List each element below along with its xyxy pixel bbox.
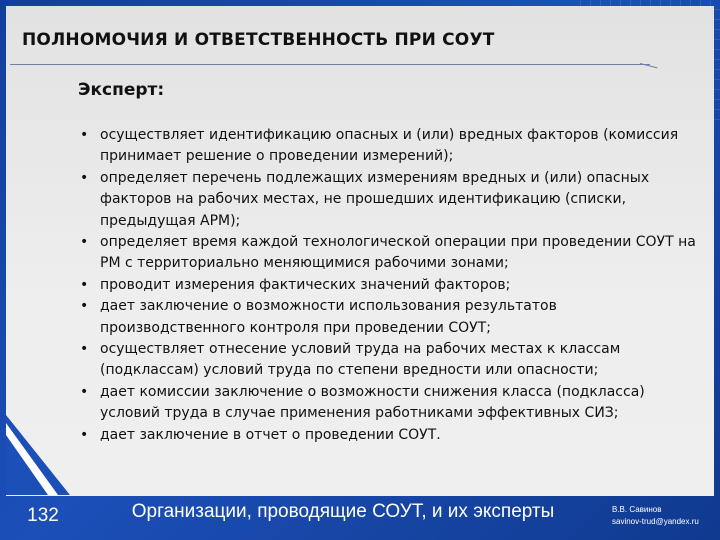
list-item-text: осуществляет отнесение условий труда на рабочих местах к классам (подклассам) условий труда по степени вредности или опасности; (100, 341, 621, 379)
author-info (612, 504, 716, 528)
list-item (78, 339, 698, 382)
list-item (78, 232, 698, 275)
bullet-marker: • (80, 276, 89, 293)
bullet-marker: • (80, 169, 89, 186)
section-heading: Эксперт: (78, 80, 165, 100)
title-underline (10, 64, 650, 65)
slide-title: ПОЛНОМОЧИЯ И ОТВЕТСТВЕННОСТЬ ПРИ СОУТ (22, 30, 495, 50)
list-item (78, 168, 698, 232)
list-item (78, 425, 698, 446)
list-item-text: дает комиссии заключение о возможности снижения класса (подкласса) условий труда в случае применения работниками эффективных СИЗ; (100, 383, 645, 422)
footer-title: Организации, проводящие СОУТ, и их эксперты (131, 501, 555, 522)
page-number: 132 (27, 505, 59, 526)
list-item-text: осуществляет идентификацию опасных и (или) вредных факторов (комиссия принимает решение о проведении измерений); (100, 127, 679, 165)
bullet-marker: • (80, 298, 89, 315)
bullet-marker: • (80, 383, 89, 400)
bullet-list (78, 125, 698, 446)
bullet-marker: • (80, 341, 89, 358)
author-email: savinov-trud@yandex.ru (612, 517, 699, 526)
bullet-marker: • (80, 127, 89, 143)
author-name: В.В. Савинов (612, 505, 662, 514)
list-item-text: дает заключение о возможности использования результатов производственного контроля при проведении СОУТ; (100, 298, 557, 336)
list-item-text: определяет перечень подлежащих измерениям вредных и (или) опасных факторов на рабочих местах, не прошедших идентификацию (списки, предыдущая АРМ); (100, 169, 650, 229)
bullet-marker: • (80, 234, 89, 251)
list-item-text: определяет время каждой технологической операции при проведении СОУТ на РМ с территориально меняющимися рабочими зонами; (100, 234, 696, 272)
list-item (78, 382, 698, 425)
list-item (78, 275, 698, 296)
bullet-marker: • (80, 426, 89, 443)
list-item-text: дает заключение в отчет о проведении СОУТ. (100, 426, 441, 443)
list-item (78, 125, 698, 168)
list-item (78, 296, 698, 339)
list-item-text: проводит измерения фактических значений факторов; (100, 276, 511, 293)
corner-decoration (6, 415, 70, 495)
